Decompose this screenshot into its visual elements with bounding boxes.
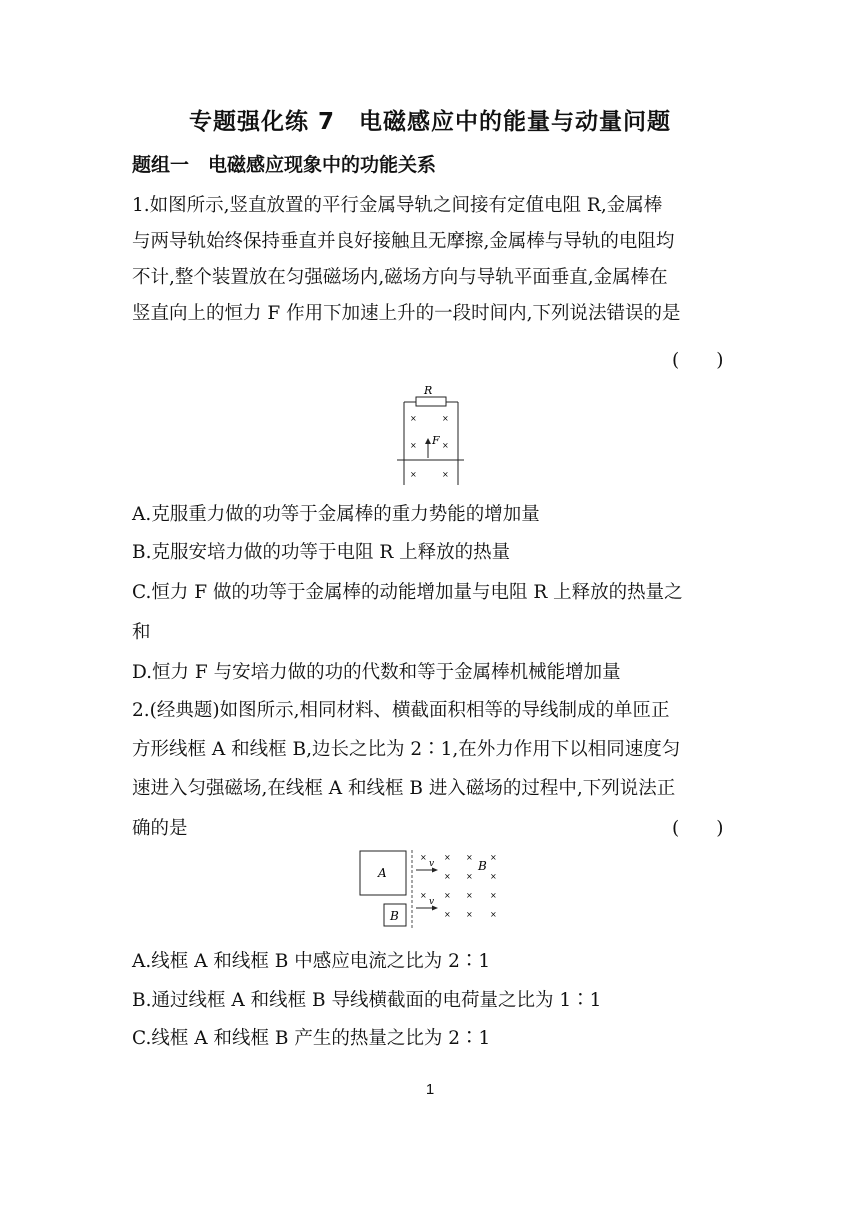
q1-option-c-cont: 和 xyxy=(132,622,151,643)
svg-text:×: × xyxy=(442,414,449,423)
svg-text:×: × xyxy=(410,470,417,479)
svg-text:×: × xyxy=(466,910,473,919)
svg-text:×: × xyxy=(466,891,473,900)
resistor-symbol xyxy=(416,397,446,406)
svg-text:×: × xyxy=(420,853,427,862)
q1-line-1: 1.如图所示,竖直放置的平行金属导轨之间接有定值电阻 R,金属棒 xyxy=(132,195,663,216)
q1-circuit-figure xyxy=(392,380,468,488)
svg-text:×: × xyxy=(444,872,451,881)
svg-text:×: × xyxy=(466,872,473,881)
q2-option-b: B.通过线框 A 和线框 B 导线横截面的电荷量之比为 1∶1 xyxy=(132,990,602,1011)
q1-line-3: 不计,整个装置放在匀强磁场内,磁场方向与导轨平面垂直,金属棒在 xyxy=(132,267,668,288)
q1-answer-blank: ( ) xyxy=(672,350,724,371)
svg-text:×: × xyxy=(490,872,497,881)
svg-text:×: × xyxy=(444,910,451,919)
svg-text:×: × xyxy=(420,891,427,900)
page-title: 专题强化练 7 电磁感应中的能量与动量问题 xyxy=(188,109,671,135)
q1-option-a: A.克服重力做的功等于金属棒的重力势能的增加量 xyxy=(132,504,540,525)
q1-option-d: D.恒力 F 与安培力做的功的代数和等于金属棒机械能增加量 xyxy=(132,662,621,683)
q2-answer-blank: ( ) xyxy=(672,818,724,839)
svg-text:×: × xyxy=(410,441,417,450)
svg-text:×: × xyxy=(490,853,497,862)
svg-text:×: × xyxy=(442,441,449,450)
svg-text:×: × xyxy=(490,891,497,900)
svg-text:×: × xyxy=(490,910,497,919)
page-number: 1 xyxy=(425,1081,435,1098)
q2-line-2: 方形线框 A 和线框 B,边长之比为 2∶1,在外力作用下以相同速度匀 xyxy=(132,739,681,760)
svg-text:×: × xyxy=(442,470,449,479)
resistor-label: R xyxy=(424,384,433,397)
svg-text:×: × xyxy=(410,414,417,423)
section-heading: 题组一 电磁感应现象中的功能关系 xyxy=(132,154,437,176)
force-label: F xyxy=(432,434,440,447)
field-label: B xyxy=(478,859,487,873)
q2-line-4: 确的是 xyxy=(132,818,188,839)
q1-line-4: 竖直向上的恒力 F 作用下加速上升的一段时间内,下列说法错误的是 xyxy=(132,303,681,324)
q2-option-a: A.线框 A 和线框 B 中感应电流之比为 2∶1 xyxy=(132,951,491,972)
q2-line-3: 速进入匀强磁场,在线框 A 和线框 B 进入磁场的过程中,下列说法正 xyxy=(132,778,676,799)
svg-text:×: × xyxy=(444,891,451,900)
q2-frames-figure xyxy=(356,846,506,930)
q1-line-2: 与两导轨始终保持垂直并良好接触且无摩擦,金属棒与导轨的电阻均 xyxy=(132,231,675,252)
velocity-label-b: v xyxy=(429,897,435,907)
svg-text:×: × xyxy=(466,853,473,862)
svg-text:×: × xyxy=(444,853,451,862)
velocity-label-a: v xyxy=(429,859,435,869)
q2-line-1: 2.(经典题)如图所示,相同材料、横截面积相等的导线制成的单匝正 xyxy=(132,700,670,721)
q1-option-b: B.克服安培力做的功等于电阻 R 上释放的热量 xyxy=(132,542,511,563)
frame-b-label: B xyxy=(390,909,399,923)
q1-option-c: C.恒力 F 做的功等于金属棒的动能增加量与电阻 R 上释放的热量之 xyxy=(132,582,683,603)
q2-option-c: C.线框 A 和线框 B 产生的热量之比为 2∶1 xyxy=(132,1028,491,1049)
frame-a-label: A xyxy=(378,866,387,880)
